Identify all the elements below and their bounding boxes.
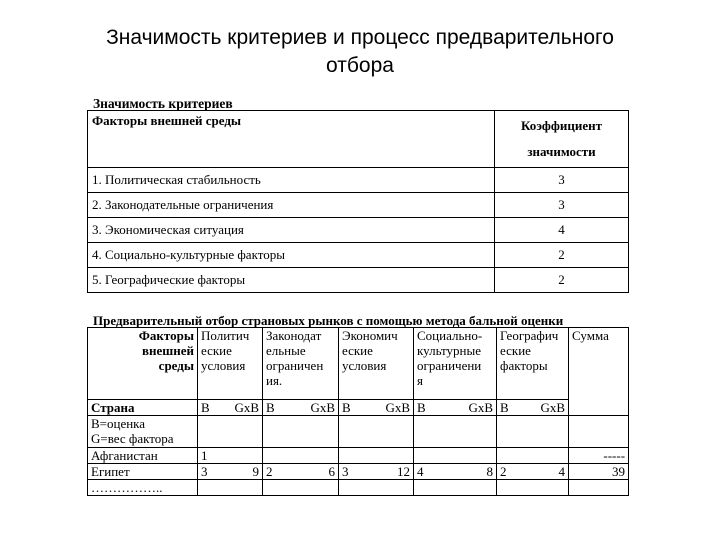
scoring-table	[87, 327, 629, 496]
score-cell	[497, 480, 569, 496]
legal-column-header	[263, 328, 339, 400]
empty-cell	[414, 416, 497, 448]
header-line: Социально-	[417, 328, 483, 343]
gxb-subheader: GxB	[232, 400, 263, 416]
table-row	[88, 168, 629, 193]
gxb-subheader: GxB	[454, 400, 497, 416]
empty-cell	[198, 416, 263, 448]
gxb-cell: 12	[377, 464, 414, 480]
coef-cell: 4	[495, 218, 629, 243]
legend-b: В=оценка	[91, 416, 146, 431]
factor-cell: 2. Законодательные ограничения	[88, 193, 495, 218]
factor-label-line: внешней	[141, 343, 194, 358]
header-line: условия	[342, 358, 387, 373]
score-cell	[497, 448, 569, 464]
gxb-cell: 9	[232, 464, 263, 480]
coef-column-header	[495, 111, 629, 168]
sociocultural-column-header	[414, 328, 497, 400]
header-line: ия.	[266, 373, 283, 388]
b-subheader: В	[263, 400, 301, 416]
empty-cell	[339, 416, 414, 448]
scoring-table-caption: Предварительный отбор страновых рынков с помощью метода бальной оценки	[93, 313, 564, 328]
gxb-subheader: GxB	[377, 400, 414, 416]
header-line: Политич	[201, 328, 250, 343]
factor-label-line: Факторы	[138, 328, 194, 343]
factor-cell: 4. Социально-культурные факторы	[88, 243, 495, 268]
country-cell: Афганистан	[88, 448, 198, 464]
b-subheader: В	[198, 400, 232, 416]
gxb-cell: 8	[454, 464, 497, 480]
header-line: ельные	[266, 343, 306, 358]
political-column-header	[198, 328, 263, 400]
slide-title-line-1: Значимость критериев и процесс предварительного	[106, 26, 614, 49]
empty-cell	[497, 416, 569, 448]
header-line: факторы	[500, 358, 548, 373]
gxb-cell: 6	[301, 464, 339, 480]
table-row	[88, 268, 629, 293]
empty-cell	[263, 416, 339, 448]
gxb-cell: 4	[533, 464, 569, 480]
table-row	[88, 218, 629, 243]
sum-column-header: Сумма	[569, 328, 629, 416]
factor-label-line: среды	[158, 358, 194, 373]
score-cell	[263, 480, 339, 496]
b-cell: 2	[263, 464, 301, 480]
coef-cell: 3	[495, 193, 629, 218]
country-cell: ……………..	[88, 480, 198, 496]
factor-cell: 3. Экономическая ситуация	[88, 218, 495, 243]
gxb-subheader: GxB	[533, 400, 569, 416]
header-line: ограничени	[417, 358, 482, 373]
header-line: я	[417, 373, 423, 388]
header-line: Экономич	[342, 328, 398, 343]
legend-g: G=вес фактора	[91, 431, 174, 446]
header-line: Законодат	[266, 328, 322, 343]
factor-cell: 1. Политическая стабильность	[88, 168, 495, 193]
coef-cell: 2	[495, 243, 629, 268]
legend-cell	[88, 416, 198, 448]
sum-cell	[569, 480, 629, 496]
sum-cell: 39	[569, 464, 629, 480]
sum-cell: -----	[569, 448, 629, 464]
b-subheader: В	[497, 400, 533, 416]
table-row	[88, 480, 629, 496]
score-cell	[414, 480, 497, 496]
score-cell	[414, 448, 497, 464]
criteria-table-header	[88, 111, 629, 168]
coef-cell: 3	[495, 168, 629, 193]
header-line: еские	[201, 343, 232, 358]
criteria-table	[87, 110, 629, 293]
table-row	[88, 243, 629, 268]
country-cell: Египет	[88, 464, 198, 480]
b-cell: 3	[198, 464, 232, 480]
header-line: условия	[201, 358, 246, 373]
factor-label-cell	[88, 328, 198, 400]
factor-column-header: Факторы внешней среды	[88, 111, 495, 168]
header-line: Географич	[500, 328, 559, 343]
b-cell: 3	[339, 464, 377, 480]
country-label: Страна	[88, 400, 198, 416]
subheader-row	[88, 400, 629, 416]
score-cell	[263, 448, 339, 464]
b-cell: 4	[414, 464, 454, 480]
coef-cell: 2	[495, 268, 629, 293]
economic-column-header	[339, 328, 414, 400]
header-line: еские	[500, 343, 531, 358]
header-line: культурные	[417, 343, 481, 358]
coef-header-line-2: значимости	[527, 144, 596, 159]
b-cell: 2	[497, 464, 533, 480]
legend-row	[88, 416, 629, 448]
geographic-column-header	[497, 328, 569, 400]
b-subheader: В	[414, 400, 454, 416]
table-row	[88, 193, 629, 218]
score-cell	[339, 448, 414, 464]
score-cell	[339, 480, 414, 496]
score-cell	[198, 480, 263, 496]
table-row	[88, 464, 629, 480]
coef-header-line-1: Коэффициент	[520, 118, 603, 133]
slide-title	[0, 24, 720, 80]
header-line: еские	[342, 343, 373, 358]
b-subheader: В	[339, 400, 377, 416]
scoring-header-row	[88, 328, 629, 400]
table-row	[88, 448, 629, 464]
slide-title-line-2: отбора	[326, 54, 394, 77]
criteria-table-caption: Значимость критериев	[93, 96, 233, 111]
gxb-subheader: GxB	[301, 400, 339, 416]
score-cell: 1	[198, 448, 263, 464]
factor-cell: 5. Географические факторы	[88, 268, 495, 293]
header-line: ограничен	[266, 358, 324, 373]
empty-cell	[569, 416, 629, 448]
